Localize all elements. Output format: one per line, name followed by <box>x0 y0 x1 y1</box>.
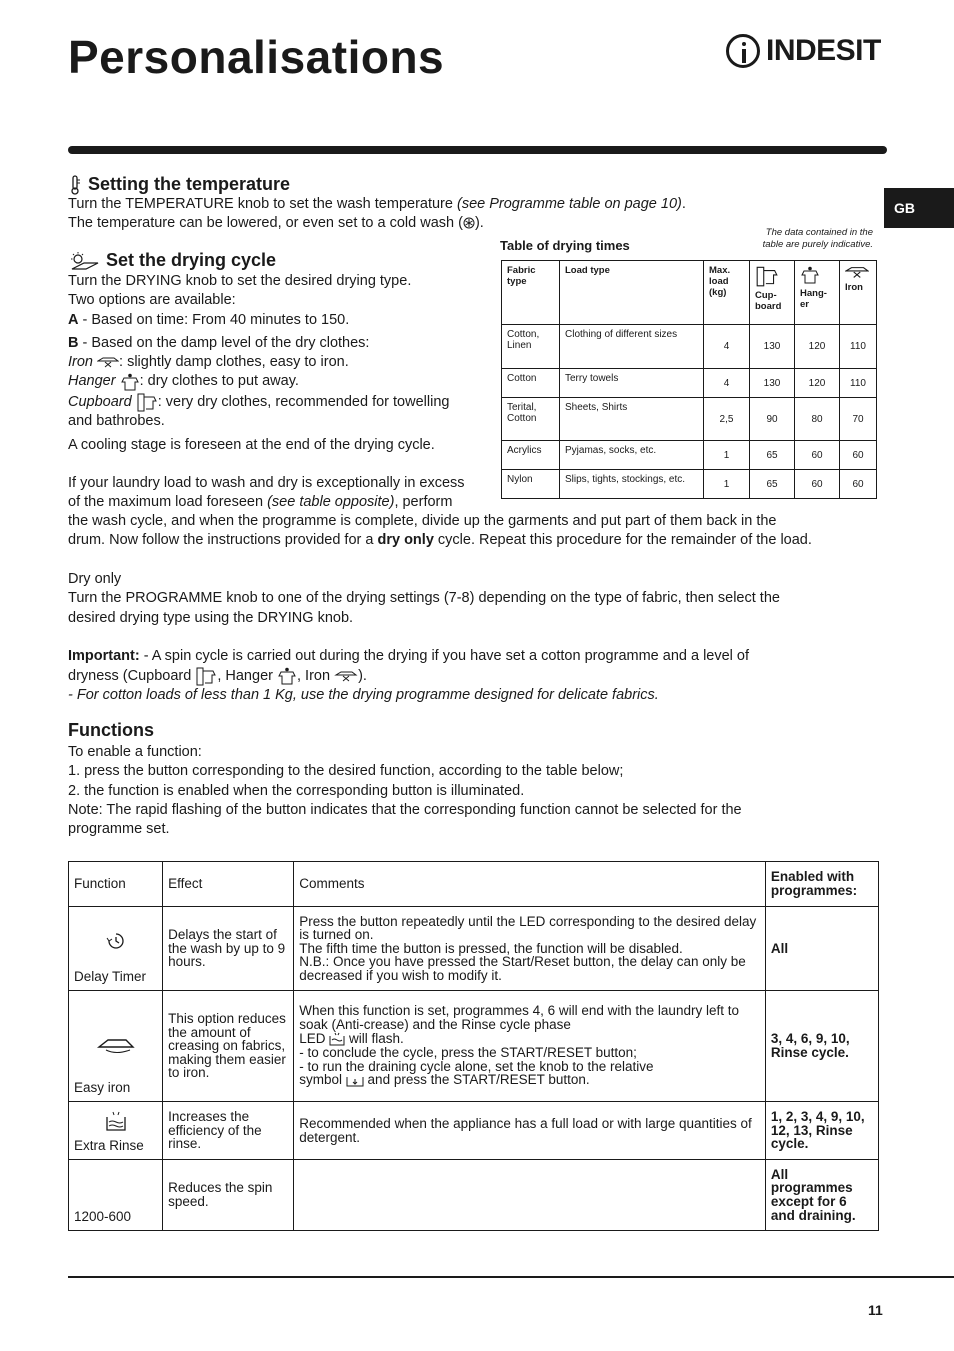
table-row: Acrylics Pyjamas, socks, etc. 1 65 60 60 <box>502 441 877 470</box>
table-row: Terital, Cotton Sheets, Shirts 2,5 90 80 70 <box>502 398 877 441</box>
col-fabric-type: Fabric type <box>502 261 560 325</box>
drain-icon <box>346 1074 364 1088</box>
cold-wash-icon <box>463 217 475 229</box>
hanger-icon <box>277 667 297 685</box>
col-cupboard: Cup- board <box>750 261 795 325</box>
brand-logo-icon <box>726 34 760 68</box>
dry-only-section: Dry only Turn the PROGRAMME knob to one of the drying settings (7-8) depending on the type of fabric, then select the desired drying type using the DRYING knob. <box>68 570 888 628</box>
table-row: Extra Rinse Increases the efficiency of the rinse. Recommended when the appliance has a full load or with large quantities of detergent. 1, 2, 3, 4, 9, 10, 12, 13, Rinse cycle. <box>69 1102 879 1160</box>
drying-continued-text: the wash cycle, and when the programme is complete, divide up the garments and put part of them back in the drum. Now follow the instructions provided for a dry only cycle. Repeat this procedure for the remainder of the load. <box>68 513 812 549</box>
table-row: Delay Timer Delays the start of the wash by up to 9 hours. Press the button repeatedly until the LED corresponding to the desired delay is turned on. The fifth time the button is pressed, the function will be disabled. N.B.: Once you have pressed the Start/Reset button, the delay can only be decreased if you wish to modify it. All <box>69 907 879 991</box>
col-hanger: Hang- er <box>795 261 840 325</box>
iron-icon <box>845 265 869 279</box>
header-rule <box>68 146 887 154</box>
dry-only-heading: Dry only <box>68 571 122 587</box>
hanger-icon <box>120 373 140 391</box>
drying-heading <box>68 250 276 271</box>
drying-table-title: Table of drying times <box>500 238 630 253</box>
important-note: Important: - A spin cycle is carried out during the drying if you have set a cotton programme and a level of dryness (Cupboard , Hanger , Iron ). - For cotton loads of less than 1 Kg, use the drying programme designed for delicate fabrics. <box>68 648 750 704</box>
functions-table <box>68 861 879 1231</box>
temperature-heading <box>68 174 290 195</box>
drying-table-note: The data contained in the table are purely indicative. <box>762 227 873 250</box>
thermometer-icon <box>68 175 82 195</box>
easy-iron-icon <box>96 1035 136 1057</box>
table-row: 1200-600 Reduces the spin speed. All programmes except for 6 and draining. <box>69 1160 879 1231</box>
footer-rule <box>68 1276 954 1278</box>
hanger-icon <box>800 265 820 285</box>
drying-sun-icon <box>68 251 100 271</box>
table-row: Cotton, Linen Clothing of different sizes 4 130 120 110 <box>502 325 877 369</box>
col-enabled: Enabled with programmes: <box>765 862 878 907</box>
page-title: Personalisations <box>68 31 445 83</box>
function-extra-rinse: Extra Rinse <box>74 1138 144 1154</box>
functions-heading: Functions <box>68 720 154 740</box>
table-row: Nylon Slips, tights, stockings, etc. 1 65 60 60 <box>502 470 877 499</box>
brand-logo <box>726 34 881 68</box>
temperature-title: Setting the temperature <box>88 174 291 194</box>
extra-rinse-icon <box>105 1111 127 1131</box>
rinse-led-icon <box>329 1032 345 1046</box>
drying-text: Turn the DRYING knob to set the desired drying type. Two options are available: A - Based on time: From 40 minutes to 150. B - Based on the damp level of the dry clothes: Iron : slightly damp clothes, easy to iron. Hanger : dry clothes to put away. Cupboard : very dry clothes, recommended for towelling and bathrobes. A cooling stage is foreseen at the end of the drying cycle. If your laundry load to wash and dry is exceptionally in excess of the maximum load foreseen (see table opposite), perform <box>68 273 465 510</box>
function-spin-speed: 1200-600 <box>69 1160 163 1231</box>
page-number: 11 <box>868 1302 883 1318</box>
function-delay-timer: Delay Timer <box>74 969 147 985</box>
col-effect: Effect <box>163 862 294 907</box>
col-max-load: Max. load (kg) <box>704 261 750 325</box>
table-row: Easy iron This option reduces the amount of creasing on fabrics, making them easier to iron. When this function is set, programmes 4, 6 will end with the laundry left to soak (Anti-crease) and the Rinse cycle phase LED will flash. - to conclude the cycle, press the START/RESET button; - to run the draining cycle alone, set the knob to the relative symbol and press the START/RESET button. 3, 4, 6, 9, 10, Rinse cycle. <box>69 991 879 1102</box>
iron-icon <box>334 670 358 682</box>
brand-name: INDESIT <box>766 34 881 67</box>
temperature-text: Turn the TEMPERATURE knob to set the wash temperature (see Programme table on page 10). The temperature can be lowered, or even set to a cold wash ( ). <box>68 196 686 232</box>
drying-title: Set the drying cycle <box>106 250 277 270</box>
col-function: Function <box>69 862 163 907</box>
col-load-type: Load type <box>560 261 704 325</box>
drying-times-table <box>501 260 877 499</box>
delay-timer-icon <box>103 930 129 952</box>
col-comments: Comments <box>294 862 766 907</box>
language-tab: GB <box>884 188 954 228</box>
cupboard-icon <box>195 666 217 686</box>
functions-text: To enable a function: 1. press the button corresponding to the desired function, according to the table below; 2. the function is enabled when the corresponding button is illuminated. Note: The rapid flashing of the button indicates that the corresponding function cannot be selected for the programme set. <box>68 744 742 838</box>
iron-icon <box>97 356 119 368</box>
function-easy-iron: Easy iron <box>74 1080 131 1096</box>
cupboard-icon <box>136 392 158 412</box>
table-row: Cotton Terry towels 4 130 120 110 <box>502 369 877 398</box>
col-iron: Iron <box>840 261 877 325</box>
cupboard-icon <box>755 265 779 287</box>
